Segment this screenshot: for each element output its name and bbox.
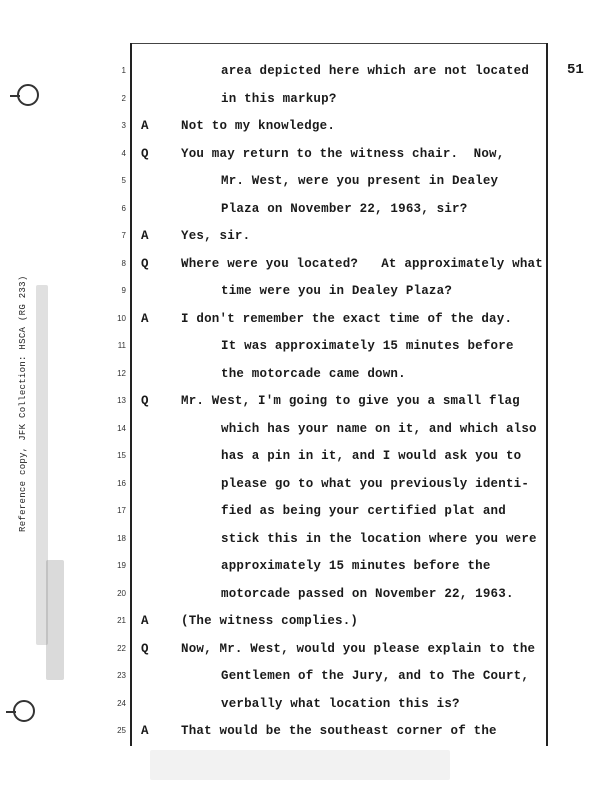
transcript-line-text: please go to what you previously identi-: [221, 476, 530, 491]
punch-hole-bottom: [13, 700, 35, 722]
transcript-line-text: has a pin in it, and I would ask you to: [221, 449, 522, 463]
transcript-line-text: Mr. West, I'm going to give you a small flag: [181, 394, 520, 408]
line-number: 23: [117, 671, 126, 680]
transcript-line-text: You may return to the witness chair. Now,: [181, 146, 505, 161]
speaker-label: Q: [141, 146, 149, 161]
punch-hole-top: [17, 84, 39, 106]
line-number: 3: [121, 121, 126, 130]
transcript-line-text: stick this in the location where you were: [221, 531, 537, 546]
transcript-line-text: It was approximately 15 minutes before: [221, 339, 514, 353]
line-number: 24: [117, 698, 126, 708]
line-number: 13: [117, 396, 126, 405]
speaker-label: A: [141, 119, 149, 133]
line-number: 17: [117, 506, 126, 515]
speaker-label: Q: [141, 256, 149, 271]
speaker-label: A: [141, 229, 149, 243]
archive-stamp: Reference copy, JFK Collection: HSCA (RG 233): [18, 275, 28, 532]
page-border-top: [130, 43, 548, 44]
line-number: 12: [117, 368, 126, 378]
line-number: 4: [121, 148, 126, 158]
speaker-label: Q: [141, 394, 149, 408]
transcript-line-text: I don't remember the exact time of the day.: [181, 311, 513, 326]
transcript-line-text: Where were you located? At approximately what: [181, 256, 543, 271]
transcript-line-text: Gentlemen of the Jury, and to The Court,: [221, 669, 530, 683]
transcript-line-text: time were you in Dealey Plaza?: [221, 284, 453, 298]
page-border-left: [130, 43, 132, 746]
line-number: 10: [117, 313, 126, 323]
transcript-line-text: the motorcade came down.: [221, 366, 406, 381]
scan-smudge: [46, 560, 64, 680]
transcript-line-text: Yes, sir.: [181, 229, 251, 243]
line-number: 19: [117, 561, 126, 570]
line-number: 6: [121, 203, 126, 213]
transcript-line-text: Not to my knowledge.: [181, 119, 336, 133]
line-number: 9: [121, 286, 126, 295]
line-number: 2: [121, 93, 126, 103]
page-border-right: [546, 43, 548, 746]
transcript-line-text: which has your name on it, and which also: [221, 421, 537, 436]
transcript-line-text: fied as being your certified plat and: [221, 504, 506, 518]
page-number: 51: [567, 62, 584, 78]
line-number: 16: [117, 478, 126, 488]
line-number: 22: [117, 643, 126, 653]
transcript-line-text: approximately 15 minutes before the: [221, 559, 491, 573]
transcript-line-text: area depicted here which are not located: [221, 64, 530, 78]
speaker-label: A: [141, 614, 149, 628]
speaker-label: Q: [141, 641, 149, 656]
line-number: 1: [121, 66, 126, 75]
speaker-label: A: [141, 311, 149, 326]
scan-smudge: [150, 750, 450, 780]
line-number: 15: [117, 451, 126, 460]
transcript-line-text: in this markup?: [221, 91, 337, 106]
line-number: 5: [121, 176, 126, 185]
line-number: 8: [121, 258, 126, 268]
transcript-line-text: Mr. West, were you present in Dealey: [221, 174, 499, 188]
line-number: 21: [117, 616, 126, 625]
line-number: 14: [117, 423, 126, 433]
line-number: 18: [117, 533, 126, 543]
transcript-line-text: (The witness complies.): [181, 614, 359, 628]
line-number: 20: [117, 588, 126, 598]
transcript-line-text: That would be the southeast corner of the: [181, 724, 497, 738]
line-number: 25: [117, 726, 126, 735]
transcript-line-text: verbally what location this is?: [221, 696, 460, 711]
transcript-line-text: Now, Mr. West, would you please explain to the: [181, 641, 536, 656]
line-number: 7: [121, 231, 126, 240]
transcript-line-text: motorcade passed on November 22, 1963.: [221, 586, 514, 601]
line-number: 11: [117, 341, 126, 350]
transcript-line-text: Plaza on November 22, 1963, sir?: [221, 201, 468, 216]
speaker-label: A: [141, 724, 149, 738]
